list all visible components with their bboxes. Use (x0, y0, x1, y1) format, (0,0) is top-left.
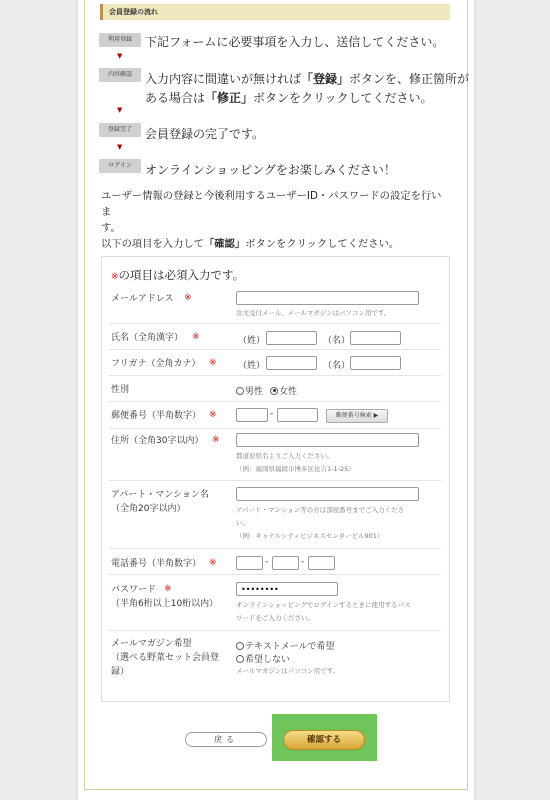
magazine-sublabel: （選べる野菜セット会員登 (111, 653, 220, 663)
required-mark: ※ (184, 293, 192, 303)
email-label: メールアドレス (111, 294, 174, 304)
password-sublabel: （半角6桁以上10桁以内） (111, 599, 219, 609)
gender-label: 性別 (111, 385, 130, 395)
gender-female-radio[interactable] (270, 384, 297, 397)
zip-field-1[interactable] (236, 408, 268, 422)
required-mark: ※ (192, 332, 200, 342)
step-text-complete: 会員登録の完了です。 (145, 127, 265, 141)
phone-dash: - (301, 557, 305, 567)
mei-label: （名） (323, 336, 351, 346)
magazine-none-radio[interactable] (236, 652, 290, 665)
zip-field-2[interactable] (277, 408, 318, 422)
magazine-label: メールマガジン希望 (111, 639, 192, 649)
sei-label: （姓） (238, 336, 266, 346)
row-divider (109, 349, 441, 350)
apartment-hint: アパート・マンション等の方は部屋番号までご入力くださ (236, 506, 405, 514)
mei-label: （名） (323, 361, 351, 371)
back-button[interactable]: 戻る (185, 732, 267, 747)
address-field[interactable] (236, 433, 419, 447)
step-text-confirm-line2 (145, 89, 433, 106)
password-label: パスワード (111, 585, 157, 595)
radio-label: 希望しない (245, 655, 291, 665)
row-divider (109, 401, 441, 402)
magazine-hint: メールマガジンはパソコン用です。 (236, 667, 340, 675)
magazine-sublabel: 録） (111, 667, 130, 677)
step-text-login: オンラインショッピングをお楽しみください！ (145, 163, 396, 177)
required-mark: ※ (209, 410, 217, 420)
last-name-field[interactable] (266, 331, 317, 345)
step-badge-register: 利用登録 (99, 33, 141, 47)
address-example: （例：福岡県福岡市博多区住吉1-1-25） (236, 465, 355, 473)
row-divider (109, 480, 441, 481)
flow-header: 会員登録の流れ (100, 4, 450, 20)
zip-search-button[interactable]: 郵便番号検索 ▶ (326, 409, 388, 423)
radio-circle (236, 387, 244, 395)
required-mark: ※ (111, 272, 119, 282)
required-mark: ※ (212, 435, 220, 445)
row-divider (109, 323, 441, 324)
step-text-part: 入力内容に間違いが無ければ (145, 72, 302, 86)
step-text-part: ボタンをクリックしてください。 (253, 91, 433, 105)
phone-label: 電話番号（半角数字） (111, 559, 202, 569)
step-badge-confirm: 内容確認 (99, 68, 141, 82)
row-divider (109, 574, 441, 575)
required-note-text: の項目は必須入力です。 (118, 268, 245, 282)
kana-label: フリガナ（全角カナ） (111, 359, 201, 369)
zip-label: 郵便番号（半角数字） (111, 411, 202, 421)
address-label: 住所（全角30字以内） (111, 436, 204, 446)
name-label: 氏名（全角漢字） (111, 333, 184, 343)
email-hint: 注文受付メール、メールマガジンはパソコン用です。 (236, 309, 391, 317)
password-field[interactable] (236, 582, 338, 596)
phone-field-3[interactable] (308, 556, 335, 570)
zip-dash: - (270, 409, 274, 419)
phone-dash: - (265, 557, 269, 567)
intro-line: ユーザー情報の登録と今後利用するユーザーID・パスワードの設定を行いま (101, 190, 442, 218)
apartment-field[interactable] (236, 487, 419, 501)
password-hint: オンラインショッピングでログインするときに使用するパス (236, 601, 411, 609)
row-divider (109, 428, 441, 429)
intro-part: ボタンをクリックしてください。 (245, 238, 400, 250)
apartment-label: アパート・マンション名 (111, 490, 209, 500)
radio-label: 女性 (279, 387, 298, 397)
phone-field-1[interactable] (236, 556, 263, 570)
required-note (111, 267, 244, 283)
address-hint: 都道府県名よりご入力ください。 (236, 452, 334, 460)
step-arrow: ▼ (117, 106, 123, 114)
gender-male-radio[interactable] (236, 384, 263, 397)
required-mark: ※ (209, 558, 217, 568)
row-divider (109, 630, 441, 631)
intro-text (101, 188, 451, 252)
register-keyword: 「登録」 (301, 72, 350, 86)
required-mark: ※ (164, 584, 172, 594)
required-mark: ※ (209, 358, 217, 368)
step-text-register: 下記フォームに必要事項を入力し、送信してください。 (145, 35, 445, 49)
step-text-part: ボタンを、修正箇所が (349, 72, 470, 86)
magazine-text-radio[interactable] (236, 639, 335, 652)
intro-line: す。 (101, 222, 121, 234)
apartment-sublabel: （全角20字以内） (111, 504, 186, 514)
radio-label: 男性 (245, 387, 264, 397)
apartment-hint: い。 (236, 519, 249, 527)
modify-keyword: 「修正」 (205, 91, 254, 105)
radio-circle (236, 642, 244, 650)
step-text-part: ある場合は (145, 91, 206, 105)
intro-line (101, 236, 451, 252)
radio-label: テキストメールで希望 (245, 642, 335, 652)
step-arrow: ▼ (117, 52, 123, 60)
sei-label: （姓） (238, 361, 266, 371)
phone-field-2[interactable] (272, 556, 299, 570)
step-badge-complete: 登録完了 (99, 123, 141, 137)
step-badge-login: ログイン (99, 159, 141, 173)
password-hint: ワードをご入力ください。 (236, 614, 314, 622)
row-divider (109, 548, 441, 549)
first-name-kana-field[interactable] (350, 356, 401, 370)
apartment-example: （例：キャナルシティビジネスセンタービル901） (236, 532, 384, 540)
intro-part: 以下の項目を入力して (101, 238, 204, 250)
radio-circle-selected (270, 387, 278, 395)
email-field[interactable] (236, 291, 419, 305)
last-name-kana-field[interactable] (266, 356, 317, 370)
step-arrow: ▼ (117, 143, 123, 151)
radio-circle (236, 655, 244, 663)
confirm-keyword: 「確認」 (203, 238, 246, 250)
step-text-confirm-line1 (145, 70, 469, 87)
first-name-field[interactable] (350, 331, 401, 345)
confirm-button[interactable]: 確認する (283, 730, 365, 750)
row-divider (109, 375, 441, 376)
